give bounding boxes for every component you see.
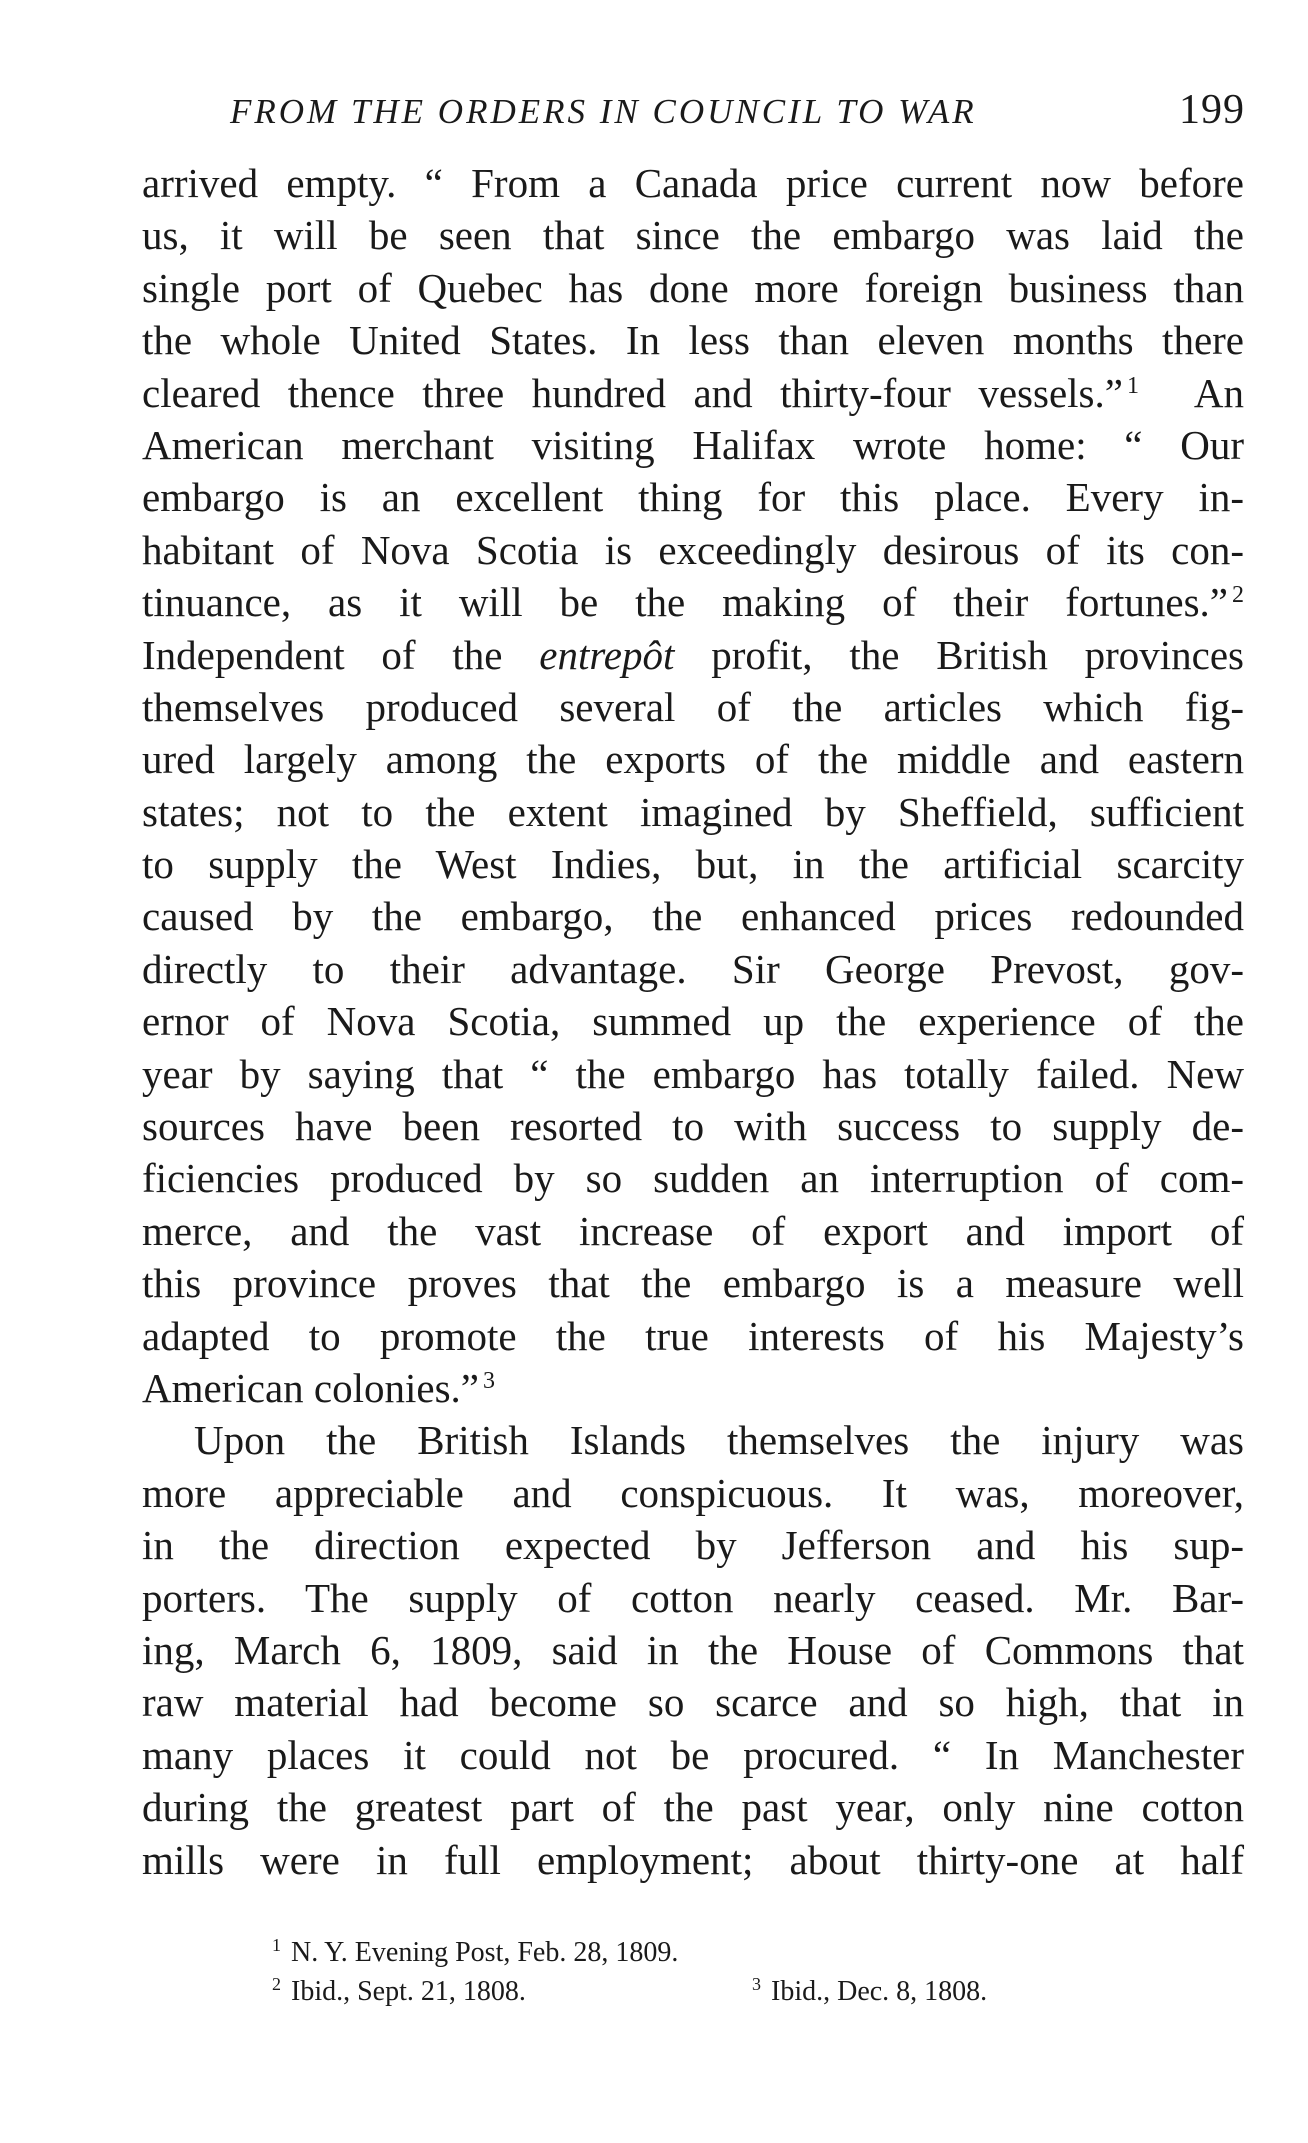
text-line: adapted to promote the true interests of his Majesty’s — [142, 1312, 1244, 1359]
text-line: embargo is an excellent thing for this place. Every in- — [142, 474, 1244, 521]
footnote-text: Ibid., Dec. 8, 1808. — [771, 1976, 988, 2007]
footnote-mark: 2 — [272, 1974, 281, 1994]
text-line: many places it could not be procured. “ In Manchester — [142, 1731, 1244, 1778]
text-line: sources have been resorted to with success to supply de- — [142, 1103, 1244, 1150]
footnote — [272, 1926, 1172, 1968]
text-line: themselves produced several of the articles which fig- — [142, 683, 1244, 730]
footnote-text: Ibid., Sept. 21, 1808. — [291, 1976, 526, 2007]
body-text — [142, 157, 1244, 1886]
text-line: American colonies.” $^3$ — [142, 1364, 495, 1411]
text-line: to supply the West Indies, but, in the artificial scarcity — [142, 841, 1244, 888]
text-line: mills were in full employment; about thirty-one at half — [142, 1836, 1244, 1883]
running-head — [230, 86, 1245, 146]
text-line: more appreciable and conspicuous. It was, moreover, — [142, 1469, 1244, 1516]
footnote-ref: 1 — [1126, 372, 1139, 399]
running-title: FROM THE ORDERS IN COUNCIL TO WAR — [230, 92, 977, 131]
text-line: ficiencies produced by so sudden an interruption of com- — [142, 1155, 1244, 1202]
footnote-mark: 1 — [272, 1935, 281, 1955]
text-line: directly to their advantage. Sir George Prevost, gov- — [142, 945, 1244, 992]
footnote-mark: 3 — [752, 1974, 761, 1994]
footnotes — [272, 1926, 1172, 2007]
text-line: merce, and the vast increase of export and import of — [142, 1207, 1244, 1254]
footnote — [752, 1965, 987, 2011]
italic-term: entrepôt — [539, 631, 675, 678]
text-line: American merchant visiting Halifax wrote home: “ Our — [142, 421, 1244, 468]
text-line: in the direction expected by Jefferson and his sup- — [142, 1522, 1244, 1569]
footnote — [272, 1965, 1172, 2007]
text-line: caused by the embargo, the enhanced prices redounded — [142, 893, 1244, 940]
footnote-ref: 2 — [1232, 582, 1244, 609]
text-line: raw material had become so scarce and so high, that in — [142, 1679, 1244, 1726]
text-line: ing, March 6, 1809, said in the House of Commons that — [142, 1626, 1244, 1673]
text-line: tinuance, as it will be the making of their fortunes.” $^2$ — [142, 579, 1244, 626]
text-line: ured largely among the exports of the middle and eastern — [142, 736, 1244, 783]
footnote-text: N. Y. Evening Post, Feb. 28, 1809. — [291, 1937, 679, 1968]
text-line: the whole United States. In less than eleven months there — [142, 317, 1244, 364]
text-line: arrived empty. “ From a Canada price current now before — [142, 160, 1244, 206]
text-line: porters. The supply of cotton nearly ceased. Mr. Bar- — [142, 1574, 1244, 1621]
text-line: cleared thence three hundred and thirty-four vessels.” $^1$ An — [142, 369, 1244, 416]
text-line: this province proves that the embargo is a measure well — [142, 1260, 1244, 1307]
text-line: single port of Quebec has done more foreign business than — [142, 264, 1244, 311]
text-line: Upon the British Islands themselves the injury was — [194, 1417, 1244, 1464]
footnote-divider — [520, 1910, 700, 1911]
text-line: states; not to the extent imagined by Sheffield, sufficient — [142, 788, 1244, 835]
text-line: year by saying that “ the embargo has totally failed. New — [142, 1050, 1244, 1097]
text-line: habitant of Nova Scotia is exceedingly desirous of its con- — [142, 526, 1244, 573]
text-line: Independent of the entrepôt profit, the British provinces — [142, 631, 1245, 678]
page-number: 199 — [1179, 87, 1245, 133]
text-line: us, it will be seen that since the embargo was laid the — [142, 212, 1244, 259]
footnote-ref: 3 — [482, 1367, 495, 1394]
text-line: during the greatest part of the past year, only nine cotton — [142, 1784, 1244, 1831]
text-line: ernor of Nova Scotia, summed up the experience of the — [142, 998, 1244, 1045]
